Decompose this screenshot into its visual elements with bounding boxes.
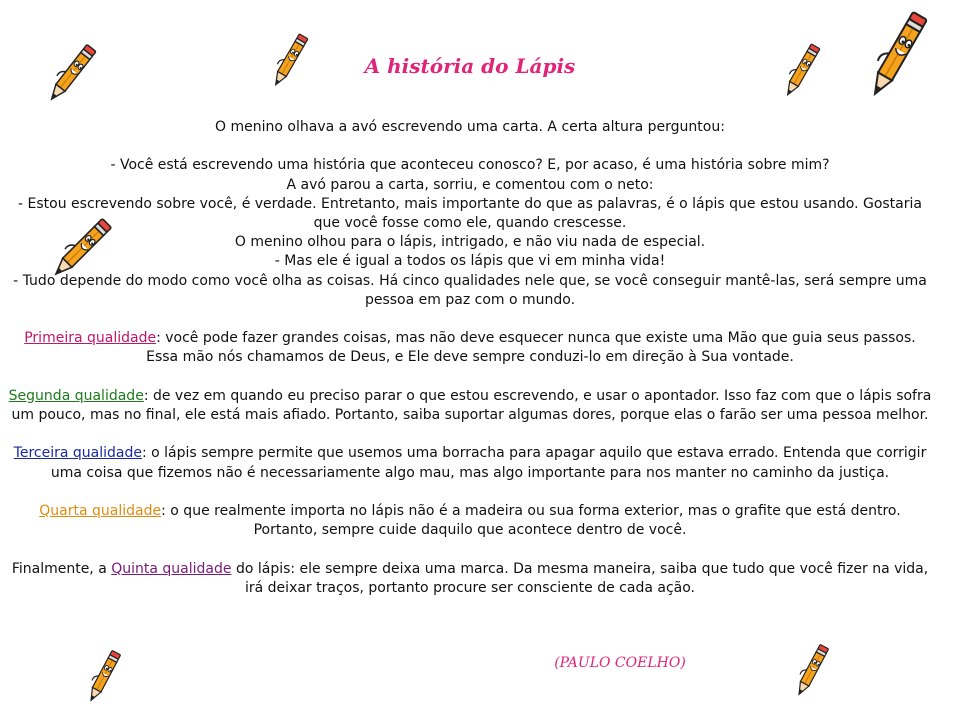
author-signature: (PAULO COELHO) xyxy=(554,655,686,671)
quality-link-4[interactable]: Quarta qualidade xyxy=(39,502,162,519)
quality-link-3[interactable]: Terceira qualidade xyxy=(13,445,142,462)
story-line: A avó parou a carta, sorriu, e comentou com o neto: xyxy=(286,176,654,193)
quality-paragraph: Quarta qualidade: o que realmente importa no lápis não é a madeira ou sua forma exterior, mas o grafite que está dentro. Portanto, sempre cuide daquilo que acontece dentro de você. xyxy=(39,502,901,539)
story-text xyxy=(8,118,932,598)
quality-link-1[interactable]: Primeira qualidade xyxy=(24,330,157,347)
quality-paragraph: Primeira qualidade: você pode fazer grandes coisas, mas não deve esquecer nunca que existe uma Mão que guia seus passos. Essa mão nós chamamos de Deus, e Ele deve sempre conduzi-lo em direção à Sua vontade. xyxy=(24,330,916,366)
page-title: A história do Lápis xyxy=(364,54,576,78)
story-line: - Estou escrevendo sobre você, é verdade. Entretanto, mais importante do que as palavras, é o lápis que estou usando. Gostaria que você fosse como ele, quando crescesse. xyxy=(18,195,922,231)
quality-paragraph: Finalmente, a Quinta qualidade do lápis: ele sempre deixa uma marca. Da mesma maneira, saiba que tudo que você fizer na vida, irá deixar traços, portanto procure ser consciente de cada ação. xyxy=(11,560,929,596)
quality-link-5[interactable]: Quinta qualidade xyxy=(111,560,232,577)
story-line: O menino olhava a avó escrevendo uma carta. A certa altura perguntou: xyxy=(215,119,725,135)
quality-link-2[interactable]: Segunda qualidade xyxy=(8,387,144,404)
quality-paragraph: Terceira qualidade: o lápis sempre permite que usemos uma borracha para apagar aquilo que estava errado. Entenda que corrigir uma coisa que fizemos não é necessariamente algo mau, mas algo importante para nos manter no caminho da justiça. xyxy=(13,445,927,481)
story-line: O menino olhou para o lápis, intrigado, e não viu nada de especial. xyxy=(234,234,706,251)
story-line: - Tudo depende do modo como você olha as coisas. Há cinco qualidades nele que, se você conseguir mantê-las, será sempre uma pessoa em paz com o mundo. xyxy=(13,272,927,308)
story-line: - Mas ele é igual a todos os lápis que vi em minha vida! xyxy=(274,253,666,270)
quality-paragraph: Segunda qualidade: de vez em quando eu preciso parar o que estou escrevendo, e usar o apontador. Isso faz com que o lápis sofra um pouco, mas no final, ele está mais afiado. Portanto, saiba suportar algumas dores, porque elas o farão ser uma pessoa melhor. xyxy=(8,387,932,423)
story-line: - Você está escrevendo uma história que aconteceu conosco? E, por acaso, é uma história sobre mim? xyxy=(110,157,830,174)
pencil-mascot-icon xyxy=(780,642,850,702)
